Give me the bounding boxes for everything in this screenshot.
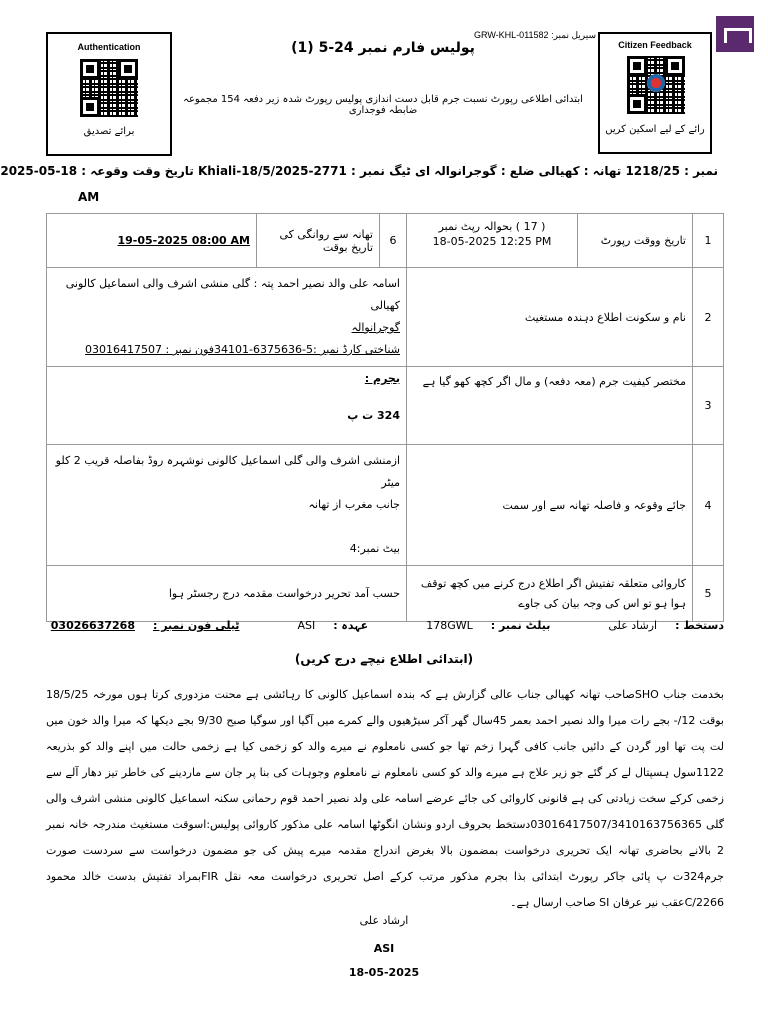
authentication-qr-code: [80, 59, 138, 117]
departure-cell: [47, 214, 257, 268]
report-ref-label: ( 17 ) بحوالہ رپٹ نمبر: [438, 220, 546, 233]
table-row: [47, 367, 724, 445]
departure-label: تھانہ سے روانگی کی تاریخ بوقت: [257, 214, 380, 268]
departure-value: 19-05-2025 08:00 AM: [117, 234, 250, 247]
authentication-title: Authentication: [77, 42, 141, 52]
sign-label: دستخط :: [675, 619, 724, 632]
report-body: بخدمت جناب SHOصاحب تھانہ کھیالی جناب عالی گزارش ہے کہ بندہ اسماعیل کالونی کا رہائشی ہے محنت مزدوری کرتا ہوں مورخہ 18/5/25 بوقت 12/- بجے رات میرا والد نصیر احمد بعمر 45سال گھر آکر سیڑھیوں والے کمرے میں آگیا اور سوگیا صبح 9/30 بجے دیکھا کہ میرا والد خون میں لت پت تھا اور گردن کے دائیں جانب کافی گہرا زخم تھا جو کسی نامعلوم نے میرے والد کو زخمی کیا ہے زخمی حالت میں اپنے والد کو بذریعہ 1122سول ہسپتال لے کر گئے جو زیر علاج ہے میرے والد کو کسی نامعلوم نے نامعلوم وجوہات کی بنا پر جان سے ماردینے کی خاطر تیز دھار آلے سے زخمی کرکے سخت زیادتی کی ہے قانونی کاروائی کی جائے عرضے اسامہ علی ولد نصیر احمد قوم رحمانی سکنہ اسماعیل کالونی منشی اشرف والی گلی 03016417507/3410163756365دستخط بحروف اردو ونشان انگوٹھا اسامہ علی مذکور کاروائی پولیس:اسوقت مستغیث مندرجہ خانہ نمبر 2 بالانے بحاضری تھانہ ایک تحریری درخواست بمضمون بالا بغرض اندراج مقدمہ میرے پیش کی جو مضمون درخواست سے سردست صورت جرم324ت پ پائی جاکر رپورٹ ابتدائی بذا بجرم مذکور مرتب کرکے اصل تحریری درخواست معہ نقل FIRبمراد تفتیش بدست خالد محمود C/2266عقب نیر عرفان SI صاحب ارسال ہے۔: [46, 688, 724, 909]
row-number: 2: [693, 268, 724, 367]
signature-date: 18-05-2025: [348, 966, 420, 979]
location-cell: [47, 445, 407, 566]
row-label: تاریخ ووقت رپورٹ: [578, 214, 693, 268]
form-subtitle: ابتدائی اطلاعی رپورٹ نسبت جرم قابل دست اندازی پولیس رپورٹ شدہ زیر دفعہ 154 مجموعہ ضابطہ فوجداری: [183, 94, 583, 116]
report-ref-date: 18-05-2025 12:25 PM: [432, 235, 552, 248]
row-label: مختصر کیفیت جرم (معہ دفعہ) و مال اگر کچھ کھو گیا ہے: [407, 367, 693, 445]
row-label: کاروائی متعلقہ تفتیش اگر اطلاع درج کرنے میں کچھ توقف ہوا ہو تو اس کی وجہ بیان کی جاوے: [407, 566, 693, 622]
belt-label: بیلٹ نمبر :: [490, 619, 551, 632]
police-emblem-icon: [647, 74, 665, 92]
location-line-1: ازمنشی اشرف والی گلی اسماعیل کالونی نوشہرہ روڈ بفاصلہ قریب 2 کلو میٹر: [55, 454, 400, 489]
row-number: 5: [693, 566, 724, 622]
row-label: نام و سکونت اطلاع دہندہ مستغیث: [407, 268, 693, 367]
officer-sign-row: [46, 619, 724, 632]
crime-cell: [47, 367, 407, 445]
feedback-qr-box: [598, 32, 712, 154]
signature-name: ارشاد علی: [359, 914, 409, 927]
informant-cell: [47, 268, 407, 367]
feedback-qr-code: [627, 56, 685, 114]
location-line-2: جانب مغرب از تھانہ: [308, 498, 400, 511]
officer-name: ارشاد علی: [608, 619, 658, 632]
fir-header-am: AM: [78, 190, 100, 204]
row-number: 4: [693, 445, 724, 566]
fir-header-line: نمبر : 1218/25 تھانہ : کھیالی ضلع : گوجرانوالہ ای ٹیگ نمبر : Khiali-18/5/2025-2771 تاریخ وقت وقوعہ : 18-05-2025: [0, 164, 718, 178]
table-row: [47, 445, 724, 566]
authentication-qr-box: [46, 32, 172, 156]
row-number: 1: [693, 214, 724, 268]
sub-row-number: 6: [380, 214, 407, 268]
phone-number: 03026637268: [50, 619, 135, 632]
app-logo-icon: [716, 16, 754, 52]
officer-rank: ASI: [297, 619, 316, 632]
belt-number: 178GWL: [426, 619, 473, 632]
action-value: حسب آمد تحریر درخواست مقدمہ درج رجسٹر ہوا: [47, 566, 407, 622]
table-row: [47, 566, 724, 622]
form-title: پولیس فارم نمبر 24-5 (1): [291, 40, 475, 56]
report-note: (ابتدائی اطلاع نیچے درج کریں): [294, 652, 474, 666]
feedback-caption: رائے کے لیے اسکین کریں: [605, 124, 705, 135]
feedback-title: Citizen Feedback: [618, 40, 692, 50]
informant-cnic-phone: شناختی کارڈ نمبر :5-6375636-34101فون نمبر : 03016417507: [85, 343, 400, 356]
report-ref-cell: [407, 214, 578, 268]
rank-label: عہدہ :: [333, 619, 369, 632]
fir-table: [46, 213, 724, 622]
authentication-caption: برائے تصدیق: [83, 126, 135, 137]
crime-label: بجرم :: [364, 372, 400, 385]
row-number: 3: [693, 367, 724, 445]
informant-city: گوجرانوالہ: [351, 321, 400, 334]
crime-value: 324 ت پ: [347, 409, 400, 422]
informant-name: اسامہ علی والد نصیر احمد پتہ : گلی منشی اشرف والی اسماعیل کالونی کھیالی: [65, 277, 400, 312]
table-row: [47, 214, 724, 268]
row-label: جائے وقوعہ و فاصلہ تھانہ سے اور سمت: [407, 445, 693, 566]
serial-number: سیریل نمبر: GRW-KHL-011582: [474, 30, 596, 40]
table-row: [47, 268, 724, 367]
beat-number: بیٹ نمبر:4: [349, 542, 400, 555]
signature-rank: ASI: [373, 942, 395, 955]
phone-label: ٹیلی فون نمبر :: [152, 619, 240, 632]
